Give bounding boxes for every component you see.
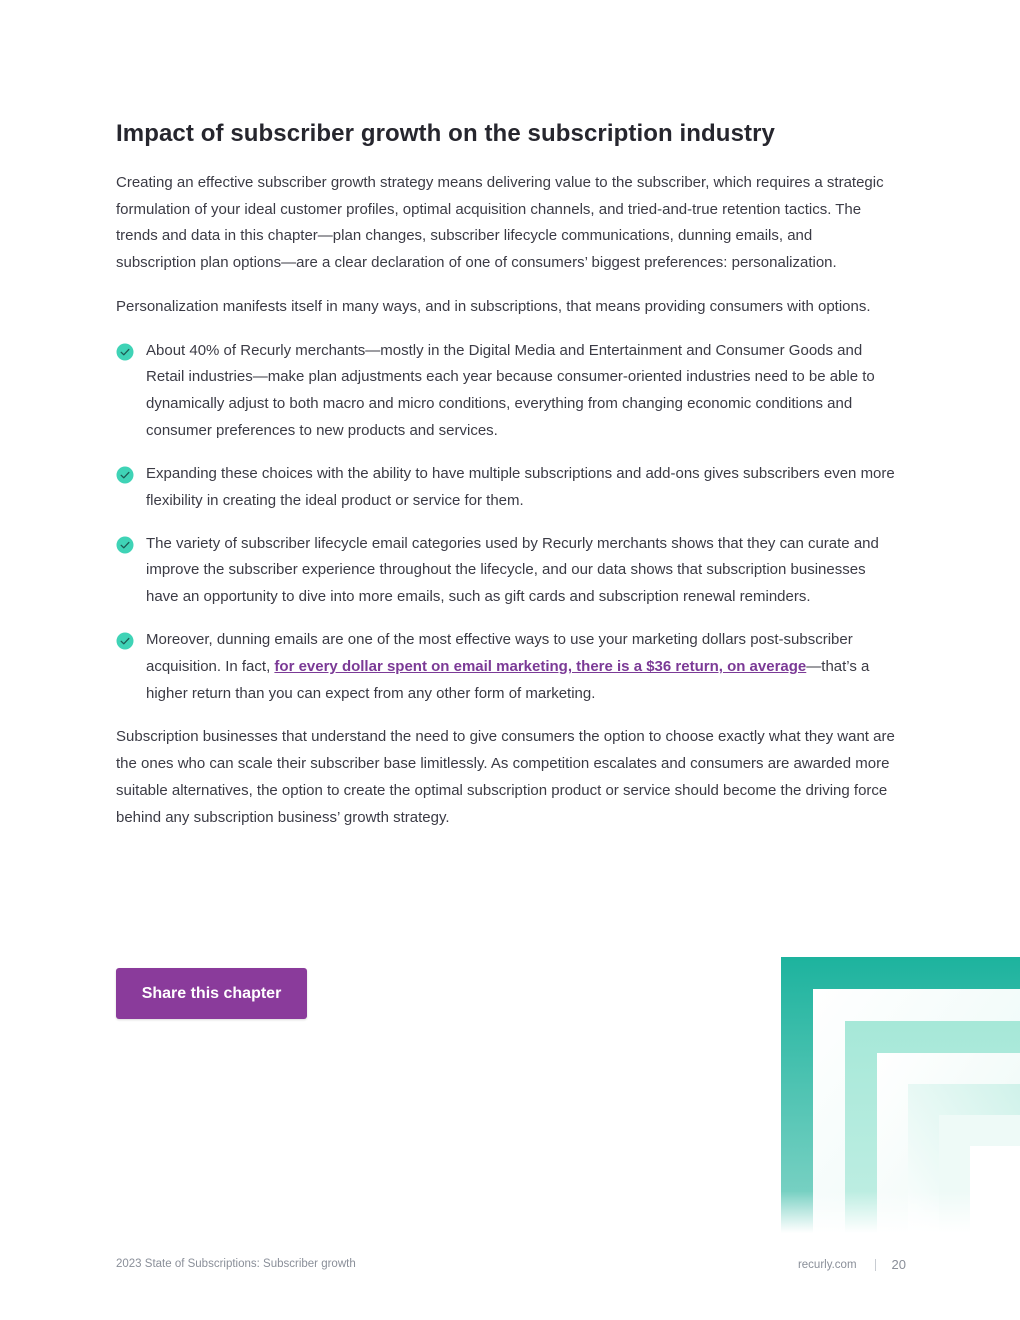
check-circle-icon (116, 343, 134, 361)
list-item (116, 338, 896, 445)
email-marketing-return-link[interactable]: for every dollar spent on email marketing, there is a $36 return, on average (274, 658, 807, 676)
bullet-list (116, 338, 896, 708)
bullet-text: Expanding these choices with the ability to have multiple subscriptions and add-ons gives subscribers even more flexibility in creating the ideal product or service for them. (146, 464, 895, 509)
bullet-text-before-link: Moreover, dunning emails are one of the most effective ways to use your marketing dollars post-subscriber acquisition. In fact, (146, 631, 853, 676)
page-title: Impact of subscriber growth on the subscription industry (116, 120, 775, 147)
footer-right (798, 1257, 906, 1272)
closing-paragraph: Subscription businesses that understand the need to give consumers the option to choose exactly what they want are the ones who can scale their subscriber base limitlessly. As competition escalates and consumers are awarded more suitable alternatives, the option to create the optimal subscription product or service should become the driving force behind any subscription business’ growth strategy. (116, 728, 895, 826)
decorative-squares-graphic (781, 957, 1020, 1257)
page-number: 20 (891, 1257, 906, 1272)
list-item (116, 531, 896, 611)
bullet-text: The variety of subscriber lifecycle email categories used by Recurly merchants shows that they can curate and improve the subscriber experience throughout the lifecycle, and our data shows that subscription businesses have an opportunity to dive into more emails, such as gift cards and subscription renewal reminders. (146, 534, 879, 606)
bullet-text-after-link: —that’s a higher return than you can expect from any other form of marketing. (146, 658, 870, 702)
check-circle-icon (116, 632, 134, 650)
list-item (116, 461, 896, 514)
intro-paragraph: Creating an effective subscriber growth strategy means delivering value to the subscriber, which requires a strategic formulation of your ideal customer profiles, optimal acquisition channels, and tried-and-true retention tactics. The trends and data in this chapter—plan changes, subscriber lifecycle communications, dunning emails, and subscription plan options—are a clear declaration of one of consumers’ biggest preferences: personalization. (116, 174, 884, 272)
share-chapter-button[interactable]: Share this chapter (116, 968, 307, 1019)
footer-title: 2023 State of Subscriptions: Subscriber growth (116, 1258, 356, 1270)
footer-site-link[interactable]: recurly.com (797, 1258, 857, 1271)
personalization-paragraph: Personalization manifests itself in many ways, and in subscriptions, that means providing consumers with options. (116, 297, 871, 315)
chapter-content (116, 118, 896, 848)
footer-divider (875, 1259, 876, 1271)
check-circle-icon (116, 466, 134, 484)
check-circle-icon (116, 536, 134, 554)
list-item (116, 627, 896, 707)
bullet-text: About 40% of Recurly merchants—mostly in the Digital Media and Entertainment and Consumer Goods and Retail industries—make plan adjustments each year because consumer-oriented industries need to be able to dynamically adjust to both macro and micro conditions, everything from changing economic conditions and consumer preferences to new products and services. (146, 341, 875, 439)
